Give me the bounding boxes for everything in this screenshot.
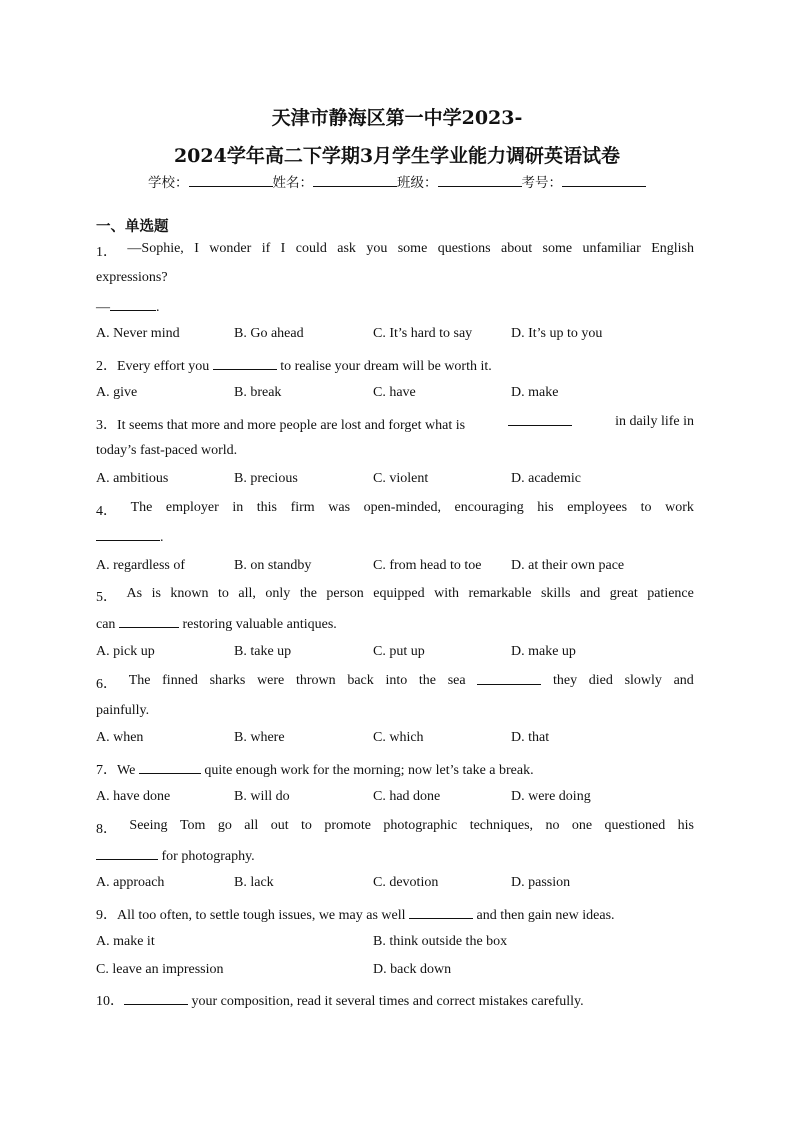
exam-title-line-2: 2024学年高二下学期3月学生学业能力调研英语试卷 xyxy=(173,145,621,167)
word: questions xyxy=(437,241,491,256)
name-blank[interactable] xyxy=(313,175,397,187)
question-1-reply: — . xyxy=(96,300,160,315)
word: and xyxy=(580,586,601,601)
word: they xyxy=(552,673,578,688)
number-label: 考号： xyxy=(521,175,562,191)
word: only xyxy=(265,586,291,601)
word: you xyxy=(366,241,388,256)
dash: — xyxy=(96,300,110,315)
word: 1． xyxy=(96,245,117,260)
word: to xyxy=(640,500,652,515)
word: finned xyxy=(162,673,198,688)
question-6-stem-cont: painfully. xyxy=(96,703,150,718)
option-c[interactable]: C. had done xyxy=(373,789,441,804)
option-d[interactable]: D. make xyxy=(511,385,559,400)
student-info-row xyxy=(0,171,794,191)
word: out xyxy=(270,818,289,833)
word: As xyxy=(126,586,143,601)
word: English xyxy=(651,241,694,256)
answer-blank[interactable] xyxy=(96,529,160,541)
word: all xyxy=(244,818,259,833)
question-3-stem-cont: today’s fast-paced world. xyxy=(96,443,238,458)
stem-text: can xyxy=(96,617,119,632)
word: encouraging xyxy=(454,500,524,515)
word: is xyxy=(151,586,161,601)
name-label: 姓名： xyxy=(272,175,313,191)
word: work xyxy=(665,500,694,515)
option-d[interactable]: D. at their own pace xyxy=(511,558,625,573)
question-4-stem xyxy=(96,500,694,520)
word: equipped xyxy=(373,586,425,601)
word: some xyxy=(542,241,573,256)
word: some xyxy=(397,241,428,256)
word: unfamiliar xyxy=(582,241,641,256)
option-a[interactable]: A. give xyxy=(96,385,138,400)
word: all, xyxy=(238,586,256,601)
word: were xyxy=(257,673,285,688)
word: the xyxy=(299,586,317,601)
question-3-stem xyxy=(96,414,694,434)
question-1-stem xyxy=(96,241,694,261)
stem-text: 7．We xyxy=(96,763,139,778)
word: one xyxy=(571,818,593,833)
word: this xyxy=(256,500,278,515)
word: could xyxy=(295,241,327,256)
option-d[interactable]: D. passion xyxy=(511,875,571,890)
word: in xyxy=(232,500,244,515)
answer-blank[interactable] xyxy=(409,907,473,919)
word: techniques, xyxy=(469,818,534,833)
answer-blank[interactable] xyxy=(477,673,541,685)
option-d[interactable]: D. It’s up to you xyxy=(511,326,603,341)
word: was xyxy=(328,500,351,515)
option-d[interactable]: D. academic xyxy=(511,471,581,486)
word: no xyxy=(545,818,560,833)
word: questioned xyxy=(604,818,666,833)
word: The xyxy=(128,673,151,688)
answer-blank[interactable] xyxy=(119,616,179,628)
question-10-stem xyxy=(96,990,584,1010)
option-b[interactable]: B. precious xyxy=(234,471,298,486)
answer-blank[interactable] xyxy=(508,414,572,426)
option-c[interactable]: C. which xyxy=(373,730,424,745)
answer-blank[interactable] xyxy=(124,993,188,1005)
word: into xyxy=(385,673,408,688)
option-b[interactable]: B. break xyxy=(234,385,282,400)
option-c[interactable]: C. from head to toe xyxy=(373,558,482,573)
option-b[interactable]: B. where xyxy=(234,730,285,745)
stem-text: to realise your dream will be worth it. xyxy=(276,359,492,374)
question-1-stem-cont: expressions? xyxy=(96,270,168,285)
option-d[interactable]: D. make up xyxy=(511,644,576,659)
stem-text: quite enough work for the morning; now let’s take a break. xyxy=(200,763,534,778)
question-6-stem xyxy=(96,673,694,693)
word: skills xyxy=(540,586,571,601)
word: Seeing xyxy=(129,818,168,833)
option-a[interactable]: A. make it xyxy=(96,934,155,949)
class-blank[interactable] xyxy=(438,175,522,187)
word: 5． xyxy=(96,590,117,605)
option-b[interactable]: B. take up xyxy=(234,644,292,659)
word: if xyxy=(261,241,271,256)
stem-text: in daily life in xyxy=(615,414,694,429)
school-label: 学校： xyxy=(148,175,189,191)
word: —Sophie, xyxy=(127,241,184,256)
word: died xyxy=(588,673,613,688)
answer-blank[interactable] xyxy=(110,299,156,311)
word: firm xyxy=(290,500,315,515)
option-c[interactable]: C. leave an impression xyxy=(96,962,224,977)
word: remarkable xyxy=(468,586,532,601)
stem-text: for photography. xyxy=(158,849,255,864)
word: I xyxy=(194,241,199,256)
word: his xyxy=(537,500,554,515)
stem-text: 10． xyxy=(96,994,124,1009)
question-2-stem xyxy=(96,355,492,375)
word: 4． xyxy=(96,504,117,519)
option-a[interactable]: A. approach xyxy=(96,875,165,890)
word: The xyxy=(130,500,153,515)
option-a[interactable]: A. pick up xyxy=(96,644,155,659)
option-c[interactable]: C. put up xyxy=(373,644,425,659)
word: open-minded, xyxy=(363,500,441,515)
option-a[interactable]: A. regardless of xyxy=(96,558,186,573)
word: sharks xyxy=(209,673,246,688)
option-b[interactable]: B. think outside the box xyxy=(373,934,508,949)
word: wonder xyxy=(209,241,252,256)
option-c[interactable]: C. have xyxy=(373,385,416,400)
stem-text: 2．Every effort you xyxy=(96,359,213,374)
word: with xyxy=(434,586,459,601)
word: his xyxy=(677,818,694,833)
section-heading: 一、单选题 xyxy=(96,219,169,235)
word: back xyxy=(347,673,374,688)
answer-blank[interactable] xyxy=(96,848,158,860)
stem-text: and then gain new ideas. xyxy=(473,908,615,923)
option-a[interactable]: A. have done xyxy=(96,789,171,804)
word: go xyxy=(217,818,232,833)
word: thrown xyxy=(295,673,336,688)
question-8-stem xyxy=(96,818,694,838)
word: ask xyxy=(337,241,356,256)
word: to xyxy=(218,586,229,601)
question-9-stem xyxy=(96,904,615,924)
option-a[interactable]: A. ambitious xyxy=(96,471,169,486)
stem-text: restoring valuable antiques. xyxy=(178,617,337,632)
question-5-stem xyxy=(96,586,694,606)
word: employees xyxy=(567,500,628,515)
option-a[interactable]: A. when xyxy=(96,730,144,745)
word: known xyxy=(170,586,209,601)
word: and xyxy=(673,673,694,688)
option-d[interactable]: D. back down xyxy=(373,962,452,977)
stem-text: 3．It seems that more and more people are lost and forget what is xyxy=(96,418,466,433)
question-4-blank-line: . xyxy=(96,529,164,546)
exam-title-line-1: 天津市静海区第一中学2023- xyxy=(271,107,523,129)
option-d[interactable]: D. were doing xyxy=(511,789,591,804)
word: employer xyxy=(165,500,219,515)
option-c[interactable]: C. violent xyxy=(373,471,429,486)
word: Tom xyxy=(179,818,206,833)
option-b[interactable]: B. on standby xyxy=(234,558,312,573)
number-blank[interactable] xyxy=(562,175,646,187)
option-b[interactable]: B. Go ahead xyxy=(234,326,304,341)
answer-blank[interactable] xyxy=(139,762,201,774)
option-d[interactable]: D. that xyxy=(511,730,550,745)
stem-text: your composition, read it several times and correct mistakes carefully. xyxy=(188,994,584,1009)
word: slowly xyxy=(624,673,662,688)
option-c[interactable]: C. devotion xyxy=(373,875,439,890)
word: 8． xyxy=(96,822,117,837)
option-b[interactable]: B. lack xyxy=(234,875,274,890)
word: promote xyxy=(324,818,371,833)
word: patience xyxy=(647,586,694,601)
word: to xyxy=(301,818,312,833)
class-label: 班级： xyxy=(397,175,438,191)
word: I xyxy=(280,241,286,256)
option-b[interactable]: B. will do xyxy=(234,789,290,804)
word: 6． xyxy=(96,677,117,692)
question-5-stem-cont xyxy=(96,616,337,633)
word: person xyxy=(326,586,364,601)
option-c[interactable]: C. It’s hard to say xyxy=(373,326,473,341)
word: about xyxy=(501,241,533,256)
stem-text: 9．All too often, to settle tough issues, we may as well xyxy=(96,908,410,923)
school-blank[interactable] xyxy=(189,175,273,187)
option-a[interactable]: A. Never mind xyxy=(96,326,180,341)
word: photographic xyxy=(383,818,458,833)
answer-blank[interactable] xyxy=(213,358,277,370)
question-8-stem-cont xyxy=(96,848,255,865)
word: the xyxy=(418,673,437,688)
word: sea xyxy=(447,673,466,688)
word: great xyxy=(609,586,638,601)
question-7-stem xyxy=(96,759,534,779)
